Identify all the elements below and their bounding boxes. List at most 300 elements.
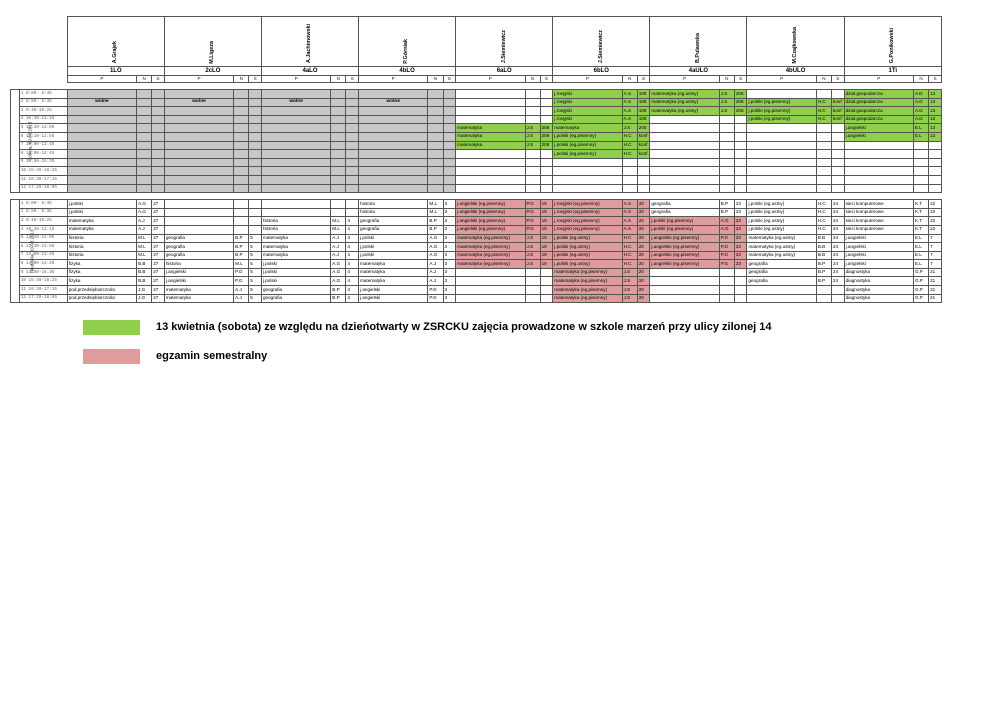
lesson-subject (164, 150, 233, 159)
lesson-room: 3 (443, 286, 456, 295)
lesson-teacher (913, 184, 928, 193)
lesson-teacher: A.S (622, 115, 637, 124)
class-name: 1LO (67, 67, 164, 76)
lesson-subject: j.polski (eg.ustny) (553, 251, 622, 260)
lesson-subject (261, 141, 330, 150)
class-name: 4bLO (359, 67, 456, 76)
lesson-teacher: A.S (622, 107, 637, 116)
lesson-teacher (913, 141, 928, 150)
lesson-teacher (525, 184, 540, 193)
lesson-room (637, 184, 650, 193)
lesson-room (249, 208, 262, 217)
lesson-room (249, 175, 262, 184)
lesson-teacher: G.P (913, 286, 928, 295)
lesson-teacher: J.S (622, 124, 637, 133)
lesson-teacher (525, 286, 540, 295)
time-slot: 2 8:50- 9:35 (19, 98, 67, 107)
time-slot: 9 14:50-15:35 (19, 268, 67, 277)
lesson-teacher (234, 200, 249, 209)
class-name: 4aULO (650, 67, 747, 76)
lesson-room (249, 225, 262, 234)
lesson-subject (261, 200, 330, 209)
corner (11, 67, 68, 76)
lesson-room: 13 (929, 132, 942, 141)
lesson-subject: geografia (747, 260, 816, 269)
lesson-room: 4 (346, 268, 359, 277)
lesson-teacher: A.G (331, 277, 346, 286)
col-s-label: S (249, 76, 262, 83)
lesson-subject (261, 132, 330, 141)
lesson-subject: sieci komputerowe (844, 225, 913, 234)
teacher-name: P.Górniak (403, 38, 410, 64)
lesson-room: 108 (637, 90, 650, 99)
lesson-teacher (428, 132, 443, 141)
time-slot: 9 14:50-15:35 (19, 158, 67, 167)
lesson-teacher: M.L (234, 260, 249, 269)
lesson-room: 13 (929, 98, 942, 107)
lesson-room (346, 167, 359, 176)
lesson-subject (456, 184, 525, 193)
lesson-subject: j.polski (eg.pisemny) (747, 98, 816, 107)
lesson-room: 19 (540, 251, 553, 260)
lesson-teacher: J.S (622, 268, 637, 277)
lesson-subject: fizyka (67, 260, 136, 269)
table-row (11, 158, 942, 167)
time-slot: 8 14:00-14:45 (19, 150, 67, 159)
lesson-teacher: J.S (525, 132, 540, 141)
lesson-room: konf (637, 132, 650, 141)
lesson-room (152, 158, 165, 167)
lesson-subject: j.angielski (359, 294, 428, 303)
lesson-subject (456, 90, 525, 99)
class-name: 6aLO (456, 67, 553, 76)
lesson-room (443, 150, 456, 159)
lesson-room (249, 150, 262, 159)
lesson-room: 7 (929, 243, 942, 252)
table-row (11, 98, 942, 107)
lesson-subject: matematyka (eg.pisemny) (553, 294, 622, 303)
lesson-teacher (234, 217, 249, 226)
lesson-room (734, 294, 747, 303)
lesson-teacher (331, 90, 346, 99)
lesson-room (734, 175, 747, 184)
lesson-subject: pod.przedsiębiorczości (67, 294, 136, 303)
lesson-room: 22 (929, 217, 942, 226)
lesson-subject: j.angielski (eg.pisemny) (650, 260, 719, 269)
lesson-teacher: B.P (428, 225, 443, 234)
lesson-subject (650, 184, 719, 193)
lesson-room: 23 (734, 251, 747, 260)
lesson-teacher: A.S (622, 208, 637, 217)
lesson-room: 3 (443, 234, 456, 243)
lesson-teacher: A.J (428, 260, 443, 269)
lesson-room: 206 (734, 90, 747, 99)
lesson-subject (164, 208, 233, 217)
lesson-teacher: J.S (525, 141, 540, 150)
col-n-label: N (719, 76, 734, 83)
lesson-room: 27 (152, 225, 165, 234)
lesson-room: 24 (831, 217, 844, 226)
lesson-teacher (331, 167, 346, 176)
lesson-room: 13 (929, 107, 942, 116)
lesson-teacher (137, 90, 152, 99)
lesson-room (734, 184, 747, 193)
lesson-subject (164, 115, 233, 124)
lesson-room (540, 115, 553, 124)
lesson-subject: j.polski (eg.ustny) (553, 234, 622, 243)
lesson-room: 5 (249, 294, 262, 303)
lesson-room: 20 (637, 286, 650, 295)
lesson-teacher: B.P (816, 268, 831, 277)
lesson-teacher: A.S (622, 90, 637, 99)
lesson-subject: historia (67, 234, 136, 243)
lesson-subject (261, 167, 330, 176)
lesson-subject: j.angielski (eg.pisemny) (650, 251, 719, 260)
class-name: 6bLO (553, 67, 650, 76)
lesson-subject (650, 277, 719, 286)
table-row (11, 251, 942, 260)
lesson-teacher (331, 158, 346, 167)
lesson-teacher (234, 132, 249, 141)
lesson-teacher (428, 124, 443, 133)
teacher-header (456, 17, 553, 67)
lesson-room: 4 (346, 286, 359, 295)
lesson-room: 7 (929, 260, 942, 269)
lesson-subject: j.polski (eg.pisemny) (747, 107, 816, 116)
lesson-room (443, 158, 456, 167)
lesson-teacher: B.B (137, 268, 152, 277)
lesson-teacher: A.D (913, 107, 928, 116)
lesson-teacher: B.P (816, 277, 831, 286)
lesson-teacher: H.C (622, 234, 637, 243)
lesson-room: 21 (929, 294, 942, 303)
lesson-room (346, 115, 359, 124)
table-row (11, 175, 942, 184)
lesson-room: 23 (734, 234, 747, 243)
lesson-room (831, 124, 844, 133)
lesson-subject: j.rosyjski (eg.pisemny) (553, 217, 622, 226)
lesson-subject (261, 90, 330, 99)
lesson-teacher (525, 90, 540, 99)
lesson-subject (747, 150, 816, 159)
lesson-teacher: A.J (137, 217, 152, 226)
lesson-room (540, 107, 553, 116)
lesson-teacher: P.G (719, 243, 734, 252)
lesson-subject: geografia (164, 243, 233, 252)
lesson-subject (650, 115, 719, 124)
table-row (11, 294, 942, 303)
lesson-subject (359, 107, 428, 116)
table-row (11, 167, 942, 176)
lesson-room: 27 (152, 251, 165, 260)
col-n-label: N (331, 76, 346, 83)
lesson-subject (747, 175, 816, 184)
lesson-teacher: B.B (137, 277, 152, 286)
lesson-room: 20 (637, 225, 650, 234)
lesson-subject: j.angielski (eg.pisemny) (456, 200, 525, 209)
lesson-room: 23 (734, 200, 747, 209)
lesson-room: 3 (443, 251, 456, 260)
lesson-teacher (719, 184, 734, 193)
lesson-room: 20 (637, 294, 650, 303)
lesson-teacher (913, 175, 928, 184)
lesson-teacher (719, 132, 734, 141)
lesson-subject: j.polski (eg.ustny) (747, 208, 816, 217)
lesson-teacher (622, 167, 637, 176)
lesson-room (540, 150, 553, 159)
lesson-room: 23 (734, 225, 747, 234)
lesson-room (734, 286, 747, 295)
lesson-room: 20 (637, 251, 650, 260)
col-n-label: N (622, 76, 637, 83)
lesson-subject: historia (261, 225, 330, 234)
lesson-teacher: H.C (816, 208, 831, 217)
lesson-room (831, 90, 844, 99)
lesson-teacher: A.G (331, 260, 346, 269)
legend-swatch-green (83, 320, 140, 335)
lesson-room: 108 (637, 115, 650, 124)
time-slot: 12 17:20-18:05 (19, 184, 67, 193)
teacher-header (359, 17, 456, 67)
lesson-teacher: M.L (331, 217, 346, 226)
lesson-subject: matematyka (261, 251, 330, 260)
lesson-room (249, 200, 262, 209)
lesson-teacher: E.L (913, 132, 928, 141)
lesson-room (929, 175, 942, 184)
col-s-label: S (152, 76, 165, 83)
class-name: 4bULO (747, 67, 844, 76)
lesson-room: 13 (929, 90, 942, 99)
day-label (11, 200, 35, 303)
lesson-subject (164, 167, 233, 176)
lesson-room (734, 150, 747, 159)
lesson-room: 27 (152, 268, 165, 277)
lesson-subject: historia (164, 260, 233, 269)
lesson-subject (747, 286, 816, 295)
lesson-subject: matematyka (eg.ustny) (747, 243, 816, 252)
time-slot: 11 16:30-17:15 (19, 175, 67, 184)
lesson-subject: geografia (747, 277, 816, 286)
lesson-teacher: J.S (525, 251, 540, 260)
teacher-name: G.Ponikowski (889, 28, 896, 64)
lesson-subject (456, 294, 525, 303)
lesson-teacher (719, 286, 734, 295)
lesson-room: 27 (152, 277, 165, 286)
lesson-teacher (913, 167, 928, 176)
lesson-subject: j.rosyjski (eg.pisemny) (553, 208, 622, 217)
lesson-subject: j.polski (67, 200, 136, 209)
lesson-subject: j.polski (261, 277, 330, 286)
lesson-teacher (428, 184, 443, 193)
lesson-room: 20 (637, 243, 650, 252)
lesson-room: 13 (929, 115, 942, 124)
col-p-label: P (844, 76, 913, 83)
lesson-subject (164, 225, 233, 234)
lesson-teacher (428, 115, 443, 124)
lesson-teacher (719, 294, 734, 303)
lesson-teacher (331, 175, 346, 184)
lesson-room: 5 (249, 277, 262, 286)
lesson-teacher (816, 158, 831, 167)
lesson-subject: sieci komputerowe (844, 217, 913, 226)
lesson-teacher (137, 115, 152, 124)
lesson-subject (164, 200, 233, 209)
lesson-room: 20 (637, 208, 650, 217)
lesson-teacher: G.P (913, 268, 928, 277)
lesson-teacher: E.L (913, 243, 928, 252)
lesson-teacher: P.G (525, 217, 540, 226)
col-p-label: P (164, 76, 233, 83)
lesson-teacher: B.P (331, 286, 346, 295)
time-slot: 4 10:30-11:15 (19, 225, 67, 234)
time-slot: 5 11:20-12:05 (19, 124, 67, 133)
lesson-subject (747, 294, 816, 303)
lesson-room: 19 (540, 217, 553, 226)
lesson-subject: dział.gospodarcza (844, 90, 913, 99)
lesson-subject (359, 167, 428, 176)
col-p-label: P (650, 76, 719, 83)
lesson-subject (747, 184, 816, 193)
lesson-room (929, 141, 942, 150)
lesson-subject (844, 158, 913, 167)
lesson-teacher (525, 277, 540, 286)
time-slot: 11 16:30-17:15 (19, 286, 67, 295)
lesson-subject (650, 175, 719, 184)
lesson-subject: matematyka (261, 243, 330, 252)
lesson-subject: historia (261, 217, 330, 226)
lesson-room (249, 124, 262, 133)
lesson-subject (456, 115, 525, 124)
legend-text-green: 13 kwietnia (sobota) ze względu na dzieńotwarty w ZSRCKU zajęcia prowadzone w szkole marzeń przy ulicy zilonej 14 (156, 321, 772, 333)
lesson-teacher (234, 115, 249, 124)
lesson-subject: j.angielski (eg.pisemny) (456, 208, 525, 217)
lesson-room (443, 107, 456, 116)
lesson-room: 206 (540, 124, 553, 133)
lesson-teacher: J.G (137, 294, 152, 303)
lesson-room: 24 (831, 225, 844, 234)
lesson-room (152, 124, 165, 133)
col-s-label: S (637, 76, 650, 83)
time-slot: 10 15:40-16:25 (19, 167, 67, 176)
lesson-teacher: A.G (428, 243, 443, 252)
lesson-subject: j.angielski (eg.pisemny) (650, 234, 719, 243)
lesson-teacher (137, 167, 152, 176)
lesson-teacher (525, 107, 540, 116)
lesson-teacher (428, 158, 443, 167)
lesson-subject (359, 115, 428, 124)
col-p-label: P (261, 76, 330, 83)
lesson-room (734, 115, 747, 124)
lesson-subject (650, 294, 719, 303)
lesson-subject (650, 141, 719, 150)
lesson-teacher: H.C (622, 251, 637, 260)
lesson-room (831, 141, 844, 150)
lesson-room (443, 184, 456, 193)
lesson-room (152, 141, 165, 150)
lesson-subject: matematyka (359, 277, 428, 286)
lesson-subject: matematyka (456, 124, 525, 133)
lesson-teacher (525, 115, 540, 124)
lesson-subject (261, 158, 330, 167)
lesson-subject: geografia (164, 251, 233, 260)
lesson-subject: matematyka (eg.pisemny) (456, 234, 525, 243)
time-slot: 3 9:40-10:25 (19, 217, 67, 226)
lesson-teacher: H.C (816, 115, 831, 124)
lesson-teacher: A.J (331, 234, 346, 243)
lesson-subject (456, 107, 525, 116)
lesson-teacher (137, 124, 152, 133)
lesson-teacher: P.G (525, 208, 540, 217)
lesson-subject: j.polski (359, 234, 428, 243)
lesson-teacher: B.P (331, 294, 346, 303)
lesson-subject: j.angielski (164, 268, 233, 277)
lesson-teacher (428, 167, 443, 176)
lesson-teacher (719, 167, 734, 176)
lesson-teacher: B.P (719, 200, 734, 209)
lesson-subject (261, 175, 330, 184)
lesson-room (637, 175, 650, 184)
lesson-subject (747, 158, 816, 167)
lesson-subject: matematyka (eg.ustny) (650, 90, 719, 99)
lesson-room: 4 (346, 294, 359, 303)
col-n-label: N (137, 76, 152, 83)
lesson-subject: geografia (650, 200, 719, 209)
lesson-teacher (525, 158, 540, 167)
lesson-room (929, 158, 942, 167)
lesson-subject (261, 150, 330, 159)
teacher-header (844, 17, 941, 67)
lesson-room: konf (831, 98, 844, 107)
table-row (11, 184, 942, 193)
lesson-teacher (234, 208, 249, 217)
lesson-room: 27 (152, 200, 165, 209)
lesson-subject: dział.gospodarcza (844, 107, 913, 116)
lesson-room: 20 (637, 234, 650, 243)
teacher-header (67, 17, 164, 67)
lesson-teacher (525, 175, 540, 184)
lesson-room: 21 (929, 286, 942, 295)
lesson-teacher (719, 141, 734, 150)
lesson-room (831, 184, 844, 193)
lesson-teacher (331, 200, 346, 209)
lesson-teacher: B.P (234, 251, 249, 260)
lesson-teacher: A.J (137, 225, 152, 234)
lesson-room (831, 175, 844, 184)
day-label (11, 90, 33, 193)
lesson-teacher: J.S (622, 294, 637, 303)
col-n-label: N (234, 76, 249, 83)
lesson-subject (67, 150, 136, 159)
lesson-teacher (913, 158, 928, 167)
lesson-room (346, 141, 359, 150)
lesson-subject: j.polski (eg.ustny) (747, 217, 816, 226)
lesson-teacher: P.G (525, 200, 540, 209)
lesson-subject: j.polski (261, 268, 330, 277)
teacher-name: M.Ligeza (209, 40, 216, 64)
lesson-subject (164, 90, 233, 99)
class-name: 2cLO (164, 67, 261, 76)
lesson-teacher (525, 268, 540, 277)
lesson-room: 19 (540, 208, 553, 217)
table-row (11, 268, 942, 277)
lesson-teacher (331, 124, 346, 133)
lesson-teacher (816, 167, 831, 176)
table-row (11, 90, 942, 99)
lesson-room (734, 124, 747, 133)
lesson-room (346, 158, 359, 167)
lesson-teacher: P.G (428, 294, 443, 303)
time-slot: 6 12:10-12:55 (19, 132, 67, 141)
